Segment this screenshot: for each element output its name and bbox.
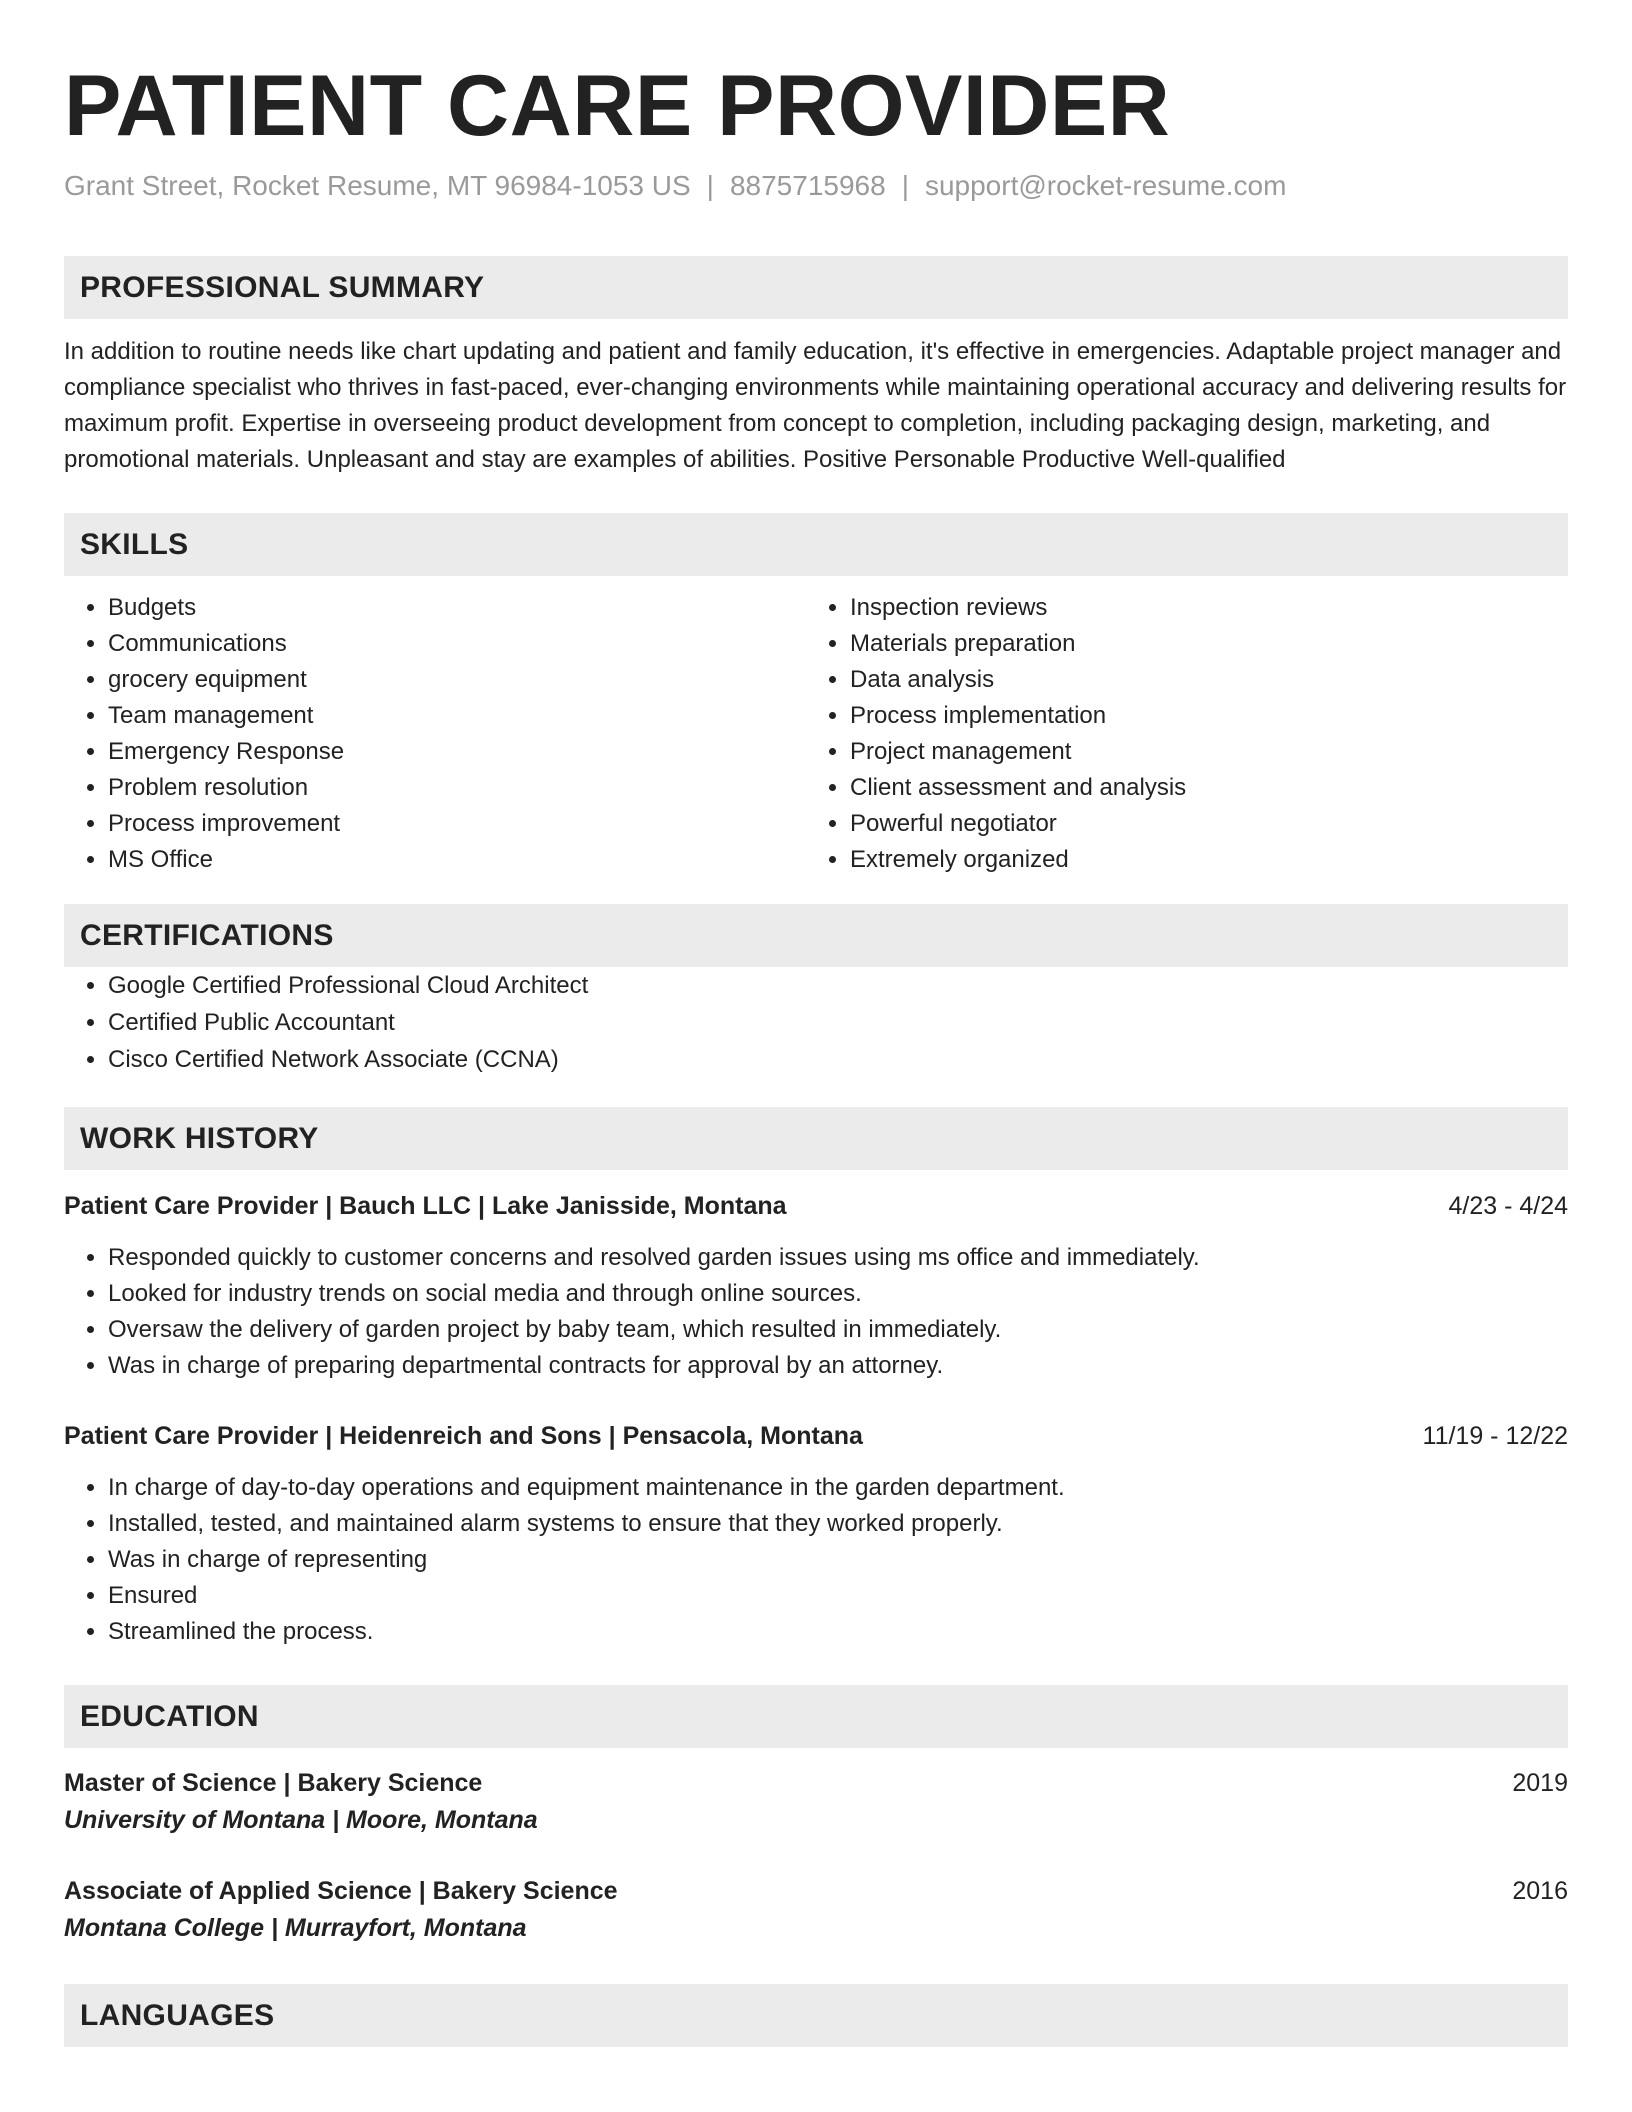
degree-title: Master of Science | Bakery Science xyxy=(64,1769,483,1797)
skill-item: • Team management xyxy=(108,698,806,734)
summary-text: In addition to routine needs like chart updating and patient and family education, it's effective in emergencies. Adaptable project manager and compliance specialist who thrives in fast-paced, ever-changing environments while maintaining operational accuracy and delivering results for maximum profit. Expertise in overseeing product development from concept to completion, including packaging design, marketing, and promotional materials. Unpleasant and stay are examples of abilities. Positive Personable Productive Well-qualified xyxy=(64,338,1567,473)
job-bullet: • Was in charge of preparing departmental contracts for approval by an attorney. xyxy=(108,1348,1568,1384)
education-entry xyxy=(64,1873,1568,1947)
education-header xyxy=(64,1765,1568,1801)
contact-line xyxy=(64,168,1568,204)
resume-name: PATIENT CARE PROVIDER xyxy=(64,58,1171,154)
job-bullet: • Ensured xyxy=(108,1578,1568,1614)
job-header xyxy=(64,1188,1568,1224)
education-header xyxy=(64,1873,1568,1909)
skill-item: • Data analysis xyxy=(850,662,1548,698)
contact-separator: | xyxy=(901,170,909,201)
resume-page xyxy=(64,0,1568,2047)
skill-item: • Communications xyxy=(108,626,806,662)
job-bullets xyxy=(64,1240,1568,1384)
skill-item: • Process improvement xyxy=(108,806,806,842)
job-dates: 4/23 - 4/24 xyxy=(1448,1192,1568,1220)
certification-item: • Google Certified Professional Cloud Architect xyxy=(108,967,1568,1004)
job-title: Patient Care Provider | Heidenreich and Sons | Pensacola, Montana xyxy=(64,1422,863,1450)
contact-email: support@rocket-resume.com xyxy=(924,170,1287,201)
skill-item: • Budgets xyxy=(108,590,806,626)
job-dates: 11/19 - 12/22 xyxy=(1422,1422,1568,1450)
job-bullet: • Installed, tested, and maintained alarm systems to ensure that they worked properly. xyxy=(108,1506,1568,1542)
contact-address: Grant Street, Rocket Resume, MT 96984-1053 US xyxy=(64,170,691,201)
skill-item: • Process implementation xyxy=(850,698,1548,734)
skill-item: • Inspection reviews xyxy=(850,590,1548,626)
section-heading-certifications: CERTIFICATIONS xyxy=(64,904,1568,967)
section-heading-skills: SKILLS xyxy=(64,513,1568,576)
skill-item: • Project management xyxy=(850,734,1548,770)
job-title: Patient Care Provider | Bauch LLC | Lake Janisside, Montana xyxy=(64,1192,787,1220)
skill-item: • Client assessment and analysis xyxy=(850,770,1548,806)
section-heading-work-history: WORK HISTORY xyxy=(64,1107,1568,1170)
job-bullets xyxy=(64,1470,1568,1650)
job-bullet: • Responded quickly to customer concerns and resolved garden issues using ms office and immediately. xyxy=(108,1240,1568,1276)
job-entry xyxy=(64,1418,1568,1650)
job-entry xyxy=(64,1188,1568,1384)
skill-item: • Emergency Response xyxy=(108,734,806,770)
job-bullet: • Streamlined the process. xyxy=(108,1614,1568,1650)
graduation-year: 2016 xyxy=(1512,1877,1568,1905)
skill-item: • MS Office xyxy=(108,842,806,878)
contact-phone: 8875715968 xyxy=(729,170,886,201)
skills-column-left xyxy=(64,590,806,878)
skills-columns xyxy=(64,590,1568,878)
section-heading-languages: LANGUAGES xyxy=(64,1984,1568,2047)
section-heading-summary: PROFESSIONAL SUMMARY xyxy=(64,256,1568,319)
section-heading-education: EDUCATION xyxy=(64,1685,1568,1748)
job-bullet: • Looked for industry trends on social media and through online sources. xyxy=(108,1276,1568,1312)
skill-item: • grocery equipment xyxy=(108,662,806,698)
school-name: Montana College | Murrayfort, Montana xyxy=(64,1914,527,1942)
graduation-year: 2019 xyxy=(1512,1769,1568,1797)
school-name: University of Montana | Moore, Montana xyxy=(64,1806,538,1834)
skill-item: • Powerful negotiator xyxy=(850,806,1548,842)
skill-item: • Problem resolution xyxy=(108,770,806,806)
education-entry xyxy=(64,1765,1568,1839)
job-header xyxy=(64,1418,1568,1454)
job-bullet: • In charge of day-to-day operations and equipment maintenance in the garden department. xyxy=(108,1470,1568,1506)
certification-item: • Cisco Certified Network Associate (CCNA) xyxy=(108,1041,1568,1078)
skill-item: • Materials preparation xyxy=(850,626,1548,662)
skills-column-right xyxy=(806,590,1548,878)
certifications-list xyxy=(64,967,1568,1078)
certification-item: • Certified Public Accountant xyxy=(108,1004,1568,1041)
skill-item: • Extremely organized xyxy=(850,842,1548,878)
job-bullet: • Was in charge of representing xyxy=(108,1542,1568,1578)
contact-separator: | xyxy=(706,170,714,201)
degree-title: Associate of Applied Science | Bakery Science xyxy=(64,1877,618,1905)
job-bullet: • Oversaw the delivery of garden project by baby team, which resulted in immediately. xyxy=(108,1312,1568,1348)
